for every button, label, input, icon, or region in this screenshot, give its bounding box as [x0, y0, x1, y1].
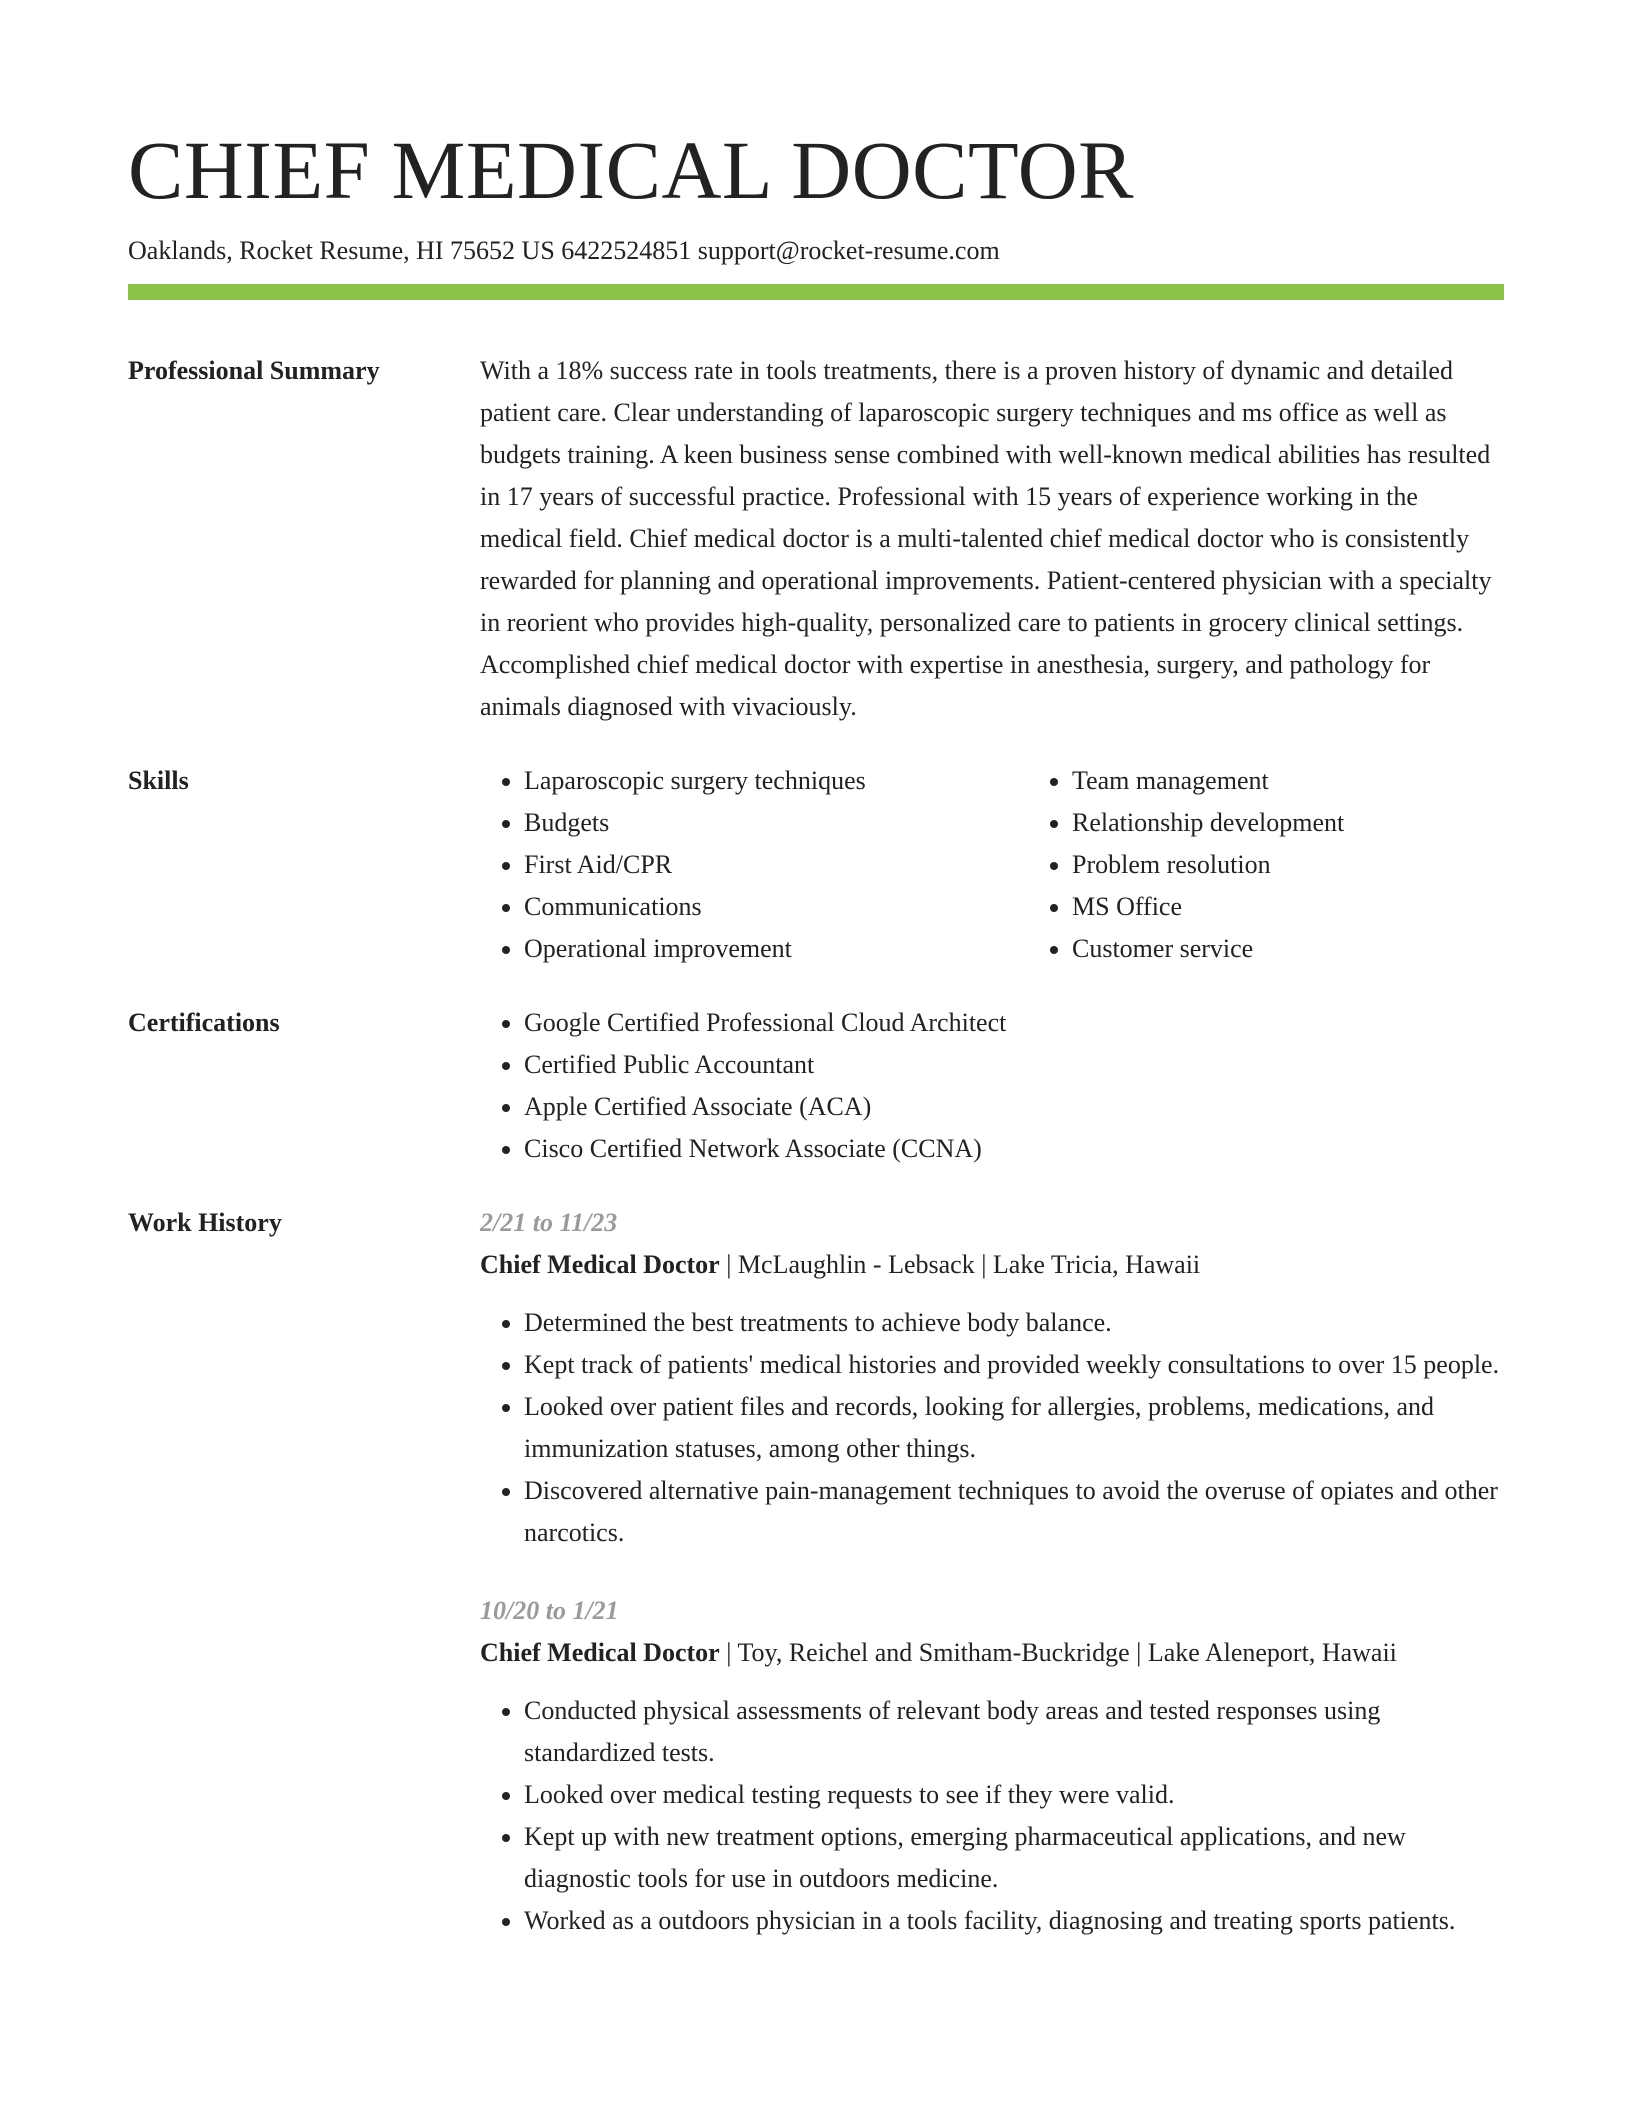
skill-item: • Laparoscopic surgery techniques [524, 760, 1028, 802]
skills-grid [480, 760, 1576, 970]
skill-item: • Operational improvement [524, 928, 1028, 970]
job-title: Chief Medical Doctor [480, 1250, 720, 1279]
work-history-body [480, 1202, 1504, 1978]
certifications-list [480, 1002, 1504, 1170]
section-label-skills: Skills [128, 766, 189, 795]
skill-item: • Problem resolution [1072, 844, 1576, 886]
job-bullets [480, 1302, 1504, 1554]
resume-page [128, 120, 1504, 2010]
skill-item: • Relationship development [1072, 802, 1576, 844]
summary-body [480, 350, 1504, 728]
skill-item: • Team management [1072, 760, 1576, 802]
section-label-certifications: Certifications [128, 1008, 280, 1037]
job-bullet: • Worked as a outdoors physician in a tools facility, diagnosing and treating sports patients. [524, 1900, 1504, 1942]
accent-bar [128, 284, 1504, 300]
summary-text: With a 18% success rate in tools treatments, there is a proven history of dynamic and detailed patient care. Clear understanding of laparoscopic surgery techniques and ms office as well as budgets training. A keen business sense combined with well-known medical abilities has resulted in 17 years of successful practice. Professional with 15 years of experience working in the medical field. Chief medical doctor is a multi-talented chief medical doctor who is consistently rewarded for planning and operational improvements. Patient-centered physician with a specialty in reorient who provides high-quality, personalized care to patients in grocery clinical settings. Accomplished chief medical doctor with expertise in anesthesia, surgery, and pathology for animals diagnosed with vivaciously. [480, 356, 1492, 721]
job-bullets [480, 1690, 1504, 1942]
skills-column-1 [480, 760, 1028, 970]
job-entry [480, 1202, 1504, 1554]
certification-item: • Cisco Certified Network Associate (CCNA) [524, 1128, 1504, 1170]
job-bullet: • Kept track of patients' medical histories and provided weekly consultations to over 15 people. [524, 1344, 1504, 1386]
job-bullet: • Discovered alternative pain-management techniques to avoid the overuse of opiates and other narcotics. [524, 1470, 1504, 1554]
job-dates: 10/20 to 1/21 [480, 1596, 619, 1625]
job-entry [480, 1590, 1504, 1942]
section-label-work-history: Work History [128, 1208, 282, 1237]
skills-section [128, 760, 1504, 970]
skill-item: • First Aid/CPR [524, 844, 1028, 886]
job-heading [480, 1244, 1504, 1286]
job-bullet: • Determined the best treatments to achieve body balance. [524, 1302, 1504, 1344]
job-bullet: • Looked over medical testing requests to see if they were valid. [524, 1774, 1504, 1816]
job-details: | Toy, Reichel and Smitham-Buckridge | Lake Aleneport, Hawaii [719, 1638, 1397, 1667]
job-details: | McLaughlin - Lebsack | Lake Tricia, Hawaii [719, 1250, 1201, 1279]
skills-body [480, 760, 1576, 970]
skills-column-2 [1028, 760, 1576, 970]
certification-item: • Google Certified Professional Cloud Architect [524, 1002, 1504, 1044]
certification-item: • Certified Public Accountant [524, 1044, 1504, 1086]
job-bullet: • Conducted physical assessments of relevant body areas and tested responses using standardized tests. [524, 1690, 1504, 1774]
contact-line: Oaklands, Rocket Resume, HI 75652 US 6422524851 support@rocket-resume.com [128, 236, 1000, 265]
certifications-section [128, 1002, 1504, 1170]
work-history-section [128, 1202, 1504, 1978]
certification-item: • Apple Certified Associate (ACA) [524, 1086, 1504, 1128]
certifications-body [480, 1002, 1504, 1170]
summary-section [128, 350, 1504, 728]
job-dates: 2/21 to 11/23 [480, 1208, 618, 1237]
skill-item: • Communications [524, 886, 1028, 928]
job-bullet: • Looked over patient files and records, looking for allergies, problems, medications, and immunization statuses, among other things. [524, 1386, 1504, 1470]
job-bullet: • Kept up with new treatment options, emerging pharmaceutical applications, and new diagnostic tools for use in outdoors medicine. [524, 1816, 1504, 1900]
job-title: Chief Medical Doctor [480, 1638, 720, 1667]
skill-item: • MS Office [1072, 886, 1576, 928]
job-heading [480, 1632, 1504, 1674]
section-label-summary: Professional Summary [128, 356, 380, 385]
resume-name: CHIEF MEDICAL DOCTOR [128, 124, 1135, 216]
skill-item: • Budgets [524, 802, 1028, 844]
skill-item: • Customer service [1072, 928, 1576, 970]
